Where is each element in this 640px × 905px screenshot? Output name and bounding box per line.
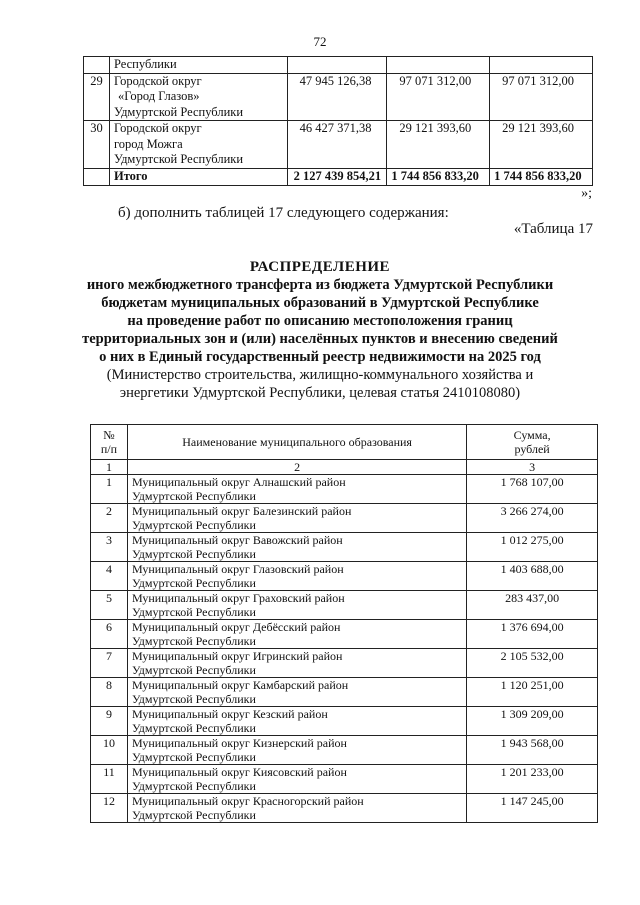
- heading-note-line: энергетики Удмуртской Республики, целевая статья 2410108080): [119, 385, 521, 401]
- row-number: 9: [91, 707, 128, 736]
- sum-value: 1 012 275,00: [467, 533, 598, 562]
- table-row: [91, 707, 598, 736]
- table-row: [84, 73, 593, 121]
- name-line: Муниципальный округ Вавожский район: [131, 533, 343, 547]
- amount-2: 97 071 312,00: [387, 73, 490, 121]
- table-row: [84, 57, 593, 74]
- row-number: 12: [91, 794, 128, 823]
- table-row: [91, 533, 598, 562]
- sum-value: 1 147 245,00: [467, 794, 598, 823]
- name-line: Удмуртской Республики: [131, 721, 256, 735]
- row-number: 11: [91, 765, 128, 794]
- column-index: 3: [467, 460, 598, 475]
- row-number: 10: [91, 736, 128, 765]
- name-line: Городской округ: [113, 121, 202, 135]
- name-line: Муниципальный округ Кизнерский район: [131, 736, 347, 750]
- header-sum: [467, 425, 598, 460]
- table-row: [84, 121, 593, 169]
- row-number: 29: [84, 73, 110, 121]
- sum-value: 3 266 274,00: [467, 504, 598, 533]
- municipality-name: [127, 765, 466, 794]
- heading-note-line: (Министерство строительства, жилищно-коммунального хозяйства и: [106, 367, 534, 383]
- sum-value: 283 437,00: [467, 591, 598, 620]
- header-number-line: №: [103, 428, 115, 442]
- municipality-name: [109, 57, 287, 74]
- name-line: Удмуртской Республики: [131, 634, 256, 648]
- municipality-name: [127, 707, 466, 736]
- table-row: [91, 765, 598, 794]
- name-line: Муниципальный округ Игринский район: [131, 649, 343, 663]
- table-17: [90, 424, 598, 823]
- row-number: 4: [91, 562, 128, 591]
- table-heading: [70, 258, 570, 402]
- header-sum-line: рублей: [514, 442, 550, 456]
- amount-2: 29 121 393,60: [387, 121, 490, 169]
- header-sum-line: Сумма,: [513, 428, 551, 442]
- municipality-name: [127, 475, 466, 504]
- name-line: Муниципальный округ Киясовский район: [131, 765, 347, 779]
- table-row: [91, 736, 598, 765]
- row-number: 7: [91, 649, 128, 678]
- row-number: 30: [84, 121, 110, 169]
- table-row: [91, 794, 598, 823]
- municipality-name: [127, 794, 466, 823]
- table-row: [91, 562, 598, 591]
- header-number: [91, 425, 128, 460]
- name-line: «Город Глазов»: [117, 89, 200, 103]
- heading-subtitle-line: на проведение работ по описанию местоположения границ: [127, 313, 513, 329]
- name-line: город Можга: [113, 136, 183, 151]
- heading-title: РАСПРЕДЕЛЕНИЕ: [249, 259, 391, 275]
- municipality-name: [127, 562, 466, 591]
- sum-value: 2 105 532,00: [467, 649, 598, 678]
- heading-subtitle-line: бюджетам муниципальных образований в Удмуртской Республике: [101, 295, 539, 311]
- name-line: Удмуртской Республики: [131, 808, 256, 822]
- name-line: Удмуртской Республики: [131, 576, 256, 590]
- name-line: Городской округ: [113, 73, 202, 88]
- name-line: Удмуртской Республики: [131, 779, 256, 793]
- column-index: 1: [91, 460, 128, 475]
- table-row: [91, 620, 598, 649]
- heading-subtitle-line: территориальных зон и (или) населённых пунктов и внесению сведений: [82, 331, 558, 347]
- total-amount-1: 2 127 439 854,21: [287, 168, 387, 185]
- sum-value: 1 201 233,00: [467, 765, 598, 794]
- name-line: Удмуртской Республики: [113, 104, 244, 119]
- name-line: Удмуртской Республики: [113, 152, 244, 166]
- name-line: Удмуртской Республики: [131, 692, 256, 706]
- amount-1: 46 427 371,38: [287, 121, 387, 169]
- name-line: Удмуртской Республики: [131, 489, 256, 503]
- table-16-continuation: [83, 56, 593, 186]
- row-number: 3: [91, 533, 128, 562]
- page-number: 72: [313, 34, 327, 49]
- table-row: [91, 649, 598, 678]
- name-line: Муниципальный округ Кезский район: [131, 707, 328, 721]
- name-line: Удмуртской Республики: [131, 663, 256, 677]
- municipality-name: [127, 649, 466, 678]
- column-index-row: [91, 460, 598, 475]
- name-line: Удмуртской Республики: [131, 750, 256, 764]
- name-line: Муниципальный округ Балезинский район: [131, 504, 352, 518]
- table-row: [91, 678, 598, 707]
- sum-value: 1 943 568,00: [467, 736, 598, 765]
- amount-1: [287, 57, 387, 74]
- municipality-name: [127, 736, 466, 765]
- sum-value: 1 120 251,00: [467, 678, 598, 707]
- total-label: Итого: [109, 168, 287, 185]
- name-line: Республики: [113, 57, 177, 71]
- row-number: 8: [91, 678, 128, 707]
- sum-value: 1 403 688,00: [467, 562, 598, 591]
- name-line: Удмуртской Республики: [131, 605, 256, 619]
- name-line: Муниципальный округ Дебёсский район: [131, 620, 341, 634]
- municipality-name: [127, 504, 466, 533]
- instruction-text: б) дополнить таблицей 17 следующего содержания:: [118, 205, 449, 221]
- name-line: Муниципальный округ Граховский район: [131, 591, 345, 605]
- municipality-name: [109, 73, 287, 121]
- name-line: Муниципальный округ Камбарский район: [131, 678, 349, 692]
- name-line: Удмуртской Республики: [131, 518, 256, 532]
- row-number: 5: [91, 591, 128, 620]
- column-index: 2: [127, 460, 466, 475]
- table-row: [91, 504, 598, 533]
- row-number: 6: [91, 620, 128, 649]
- municipality-name: [127, 678, 466, 707]
- row-number: 2: [91, 504, 128, 533]
- name-line: Удмуртской Республики: [131, 547, 256, 561]
- amount-2: [387, 57, 490, 74]
- table-label: «Таблица 17: [513, 221, 593, 237]
- municipality-name: [127, 533, 466, 562]
- name-line: Муниципальный округ Красногорский район: [131, 794, 364, 808]
- closing-quote: »;: [581, 186, 592, 201]
- table-row: [91, 591, 598, 620]
- header-number-line: п/п: [100, 442, 118, 456]
- row-number: 1: [91, 475, 128, 504]
- sum-value: 1 768 107,00: [467, 475, 598, 504]
- amount-3: 97 071 312,00: [490, 73, 593, 121]
- table-row: [91, 475, 598, 504]
- total-number-cell: [84, 168, 110, 185]
- heading-subtitle-line: о них в Единый государственный реестр недвижимости на 2025 год: [99, 349, 541, 365]
- sum-value: 1 309 209,00: [467, 707, 598, 736]
- name-line: Муниципальный округ Алнашский район: [131, 475, 346, 489]
- sum-value: 1 376 694,00: [467, 620, 598, 649]
- amount-1: 47 945 126,38: [287, 73, 387, 121]
- row-number: [84, 57, 110, 74]
- total-row: [84, 168, 593, 185]
- heading-subtitle-line: иного межбюджетного трансферта из бюджета Удмуртской Республики: [86, 277, 554, 293]
- total-amount-3: 1 744 856 833,20: [490, 168, 593, 185]
- name-line: Муниципальный округ Глазовский район: [131, 562, 344, 576]
- header-name: Наименование муниципального образования: [127, 425, 466, 460]
- municipality-name: [127, 591, 466, 620]
- municipality-name: [127, 620, 466, 649]
- amount-3: [490, 57, 593, 74]
- amount-3: 29 121 393,60: [490, 121, 593, 169]
- table-header-row: [91, 425, 598, 460]
- total-amount-2: 1 744 856 833,20: [387, 168, 490, 185]
- municipality-name: [109, 121, 287, 169]
